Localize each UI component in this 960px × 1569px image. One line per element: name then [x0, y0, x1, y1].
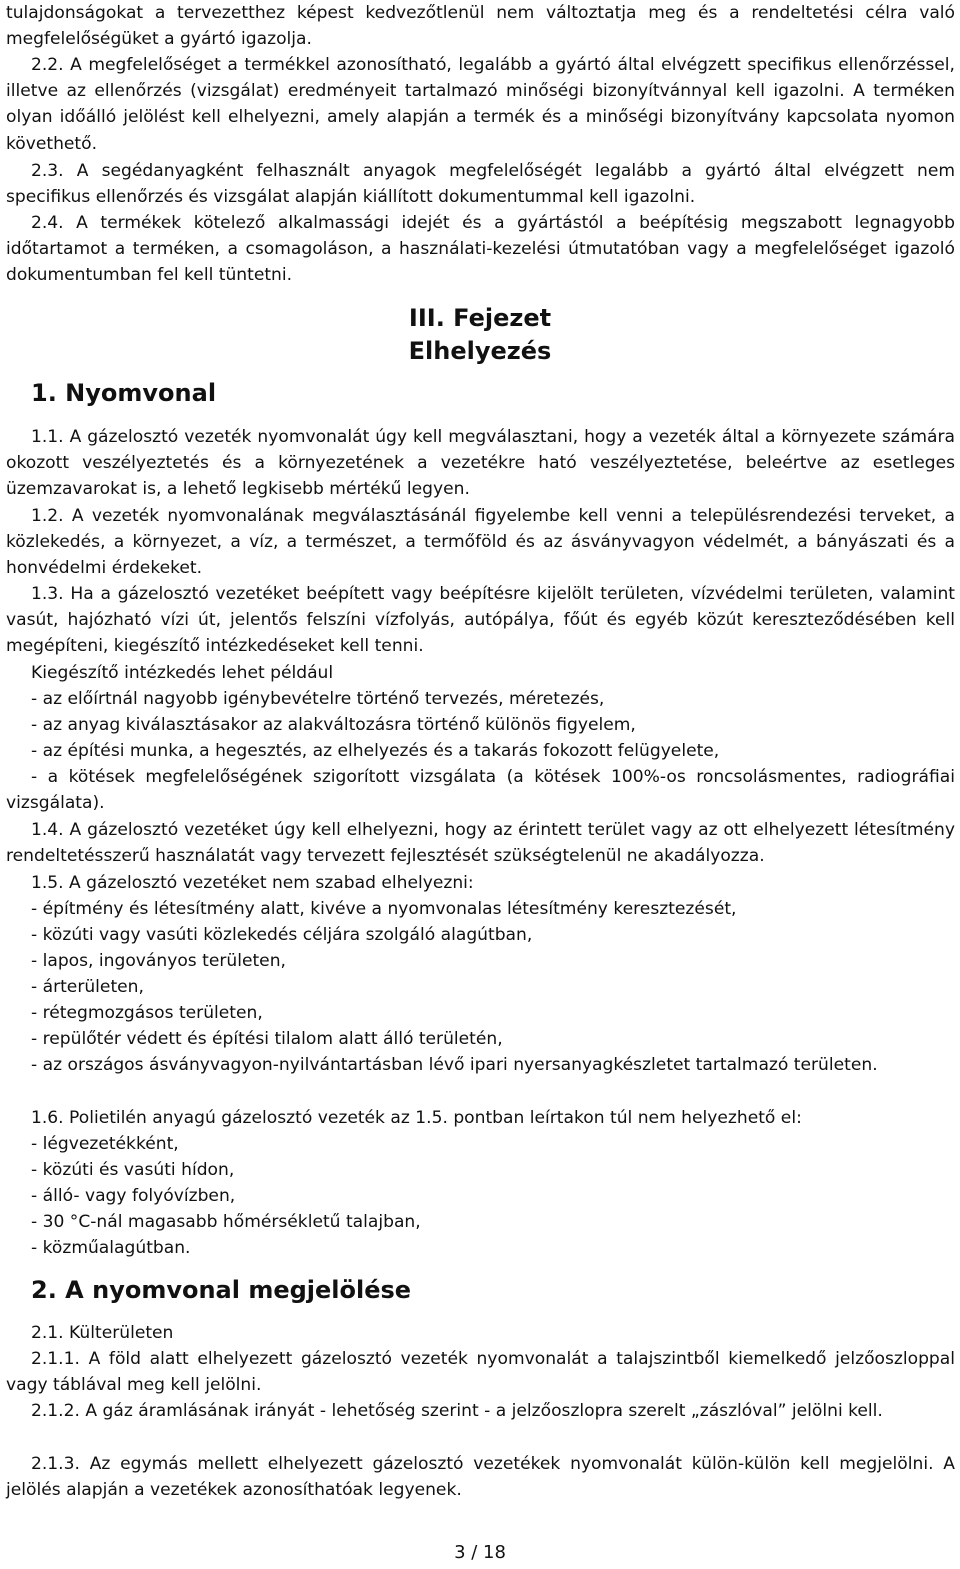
paragraph-1-4: 1.4. A gázelosztó vezetéket úgy kell elhelyezni, hogy az érintett terület vagy az ott elhelyezett létesítmény rendeltetésszerű használatát vagy tervezett fejlesztését szükségtelenül ne akadályozza.	[6, 820, 955, 867]
list-item: - az országos ásványvagyon-nyilvántartásban lévő ipari nyersanyagkészletet tartalmazó területen.	[31, 1055, 878, 1075]
paragraph-1-3: 1.3. Ha a gázelosztó vezetéket beépített vagy beépítésre kijelölt területen, vízvédelmi területen, valamint vasút, hajózható vízi út, jelentős felszíni vízfolyás, autópálya, főút és egyéb közút kereszteződésében kell megépíteni, kiegészítő intézkedéseket kell tenni.	[6, 584, 955, 657]
list-item: - közműalagútban.	[31, 1238, 191, 1258]
chapter-number: III. Fejezet	[408, 304, 552, 332]
paragraph-2-1-1: 2.1.1. A föld alatt elhelyezett gázelosztó vezeték nyomvonalát a talajszintből kiemelkedő jelzőoszloppal vagy táblával meg kell jelölni.	[6, 1349, 955, 1396]
paragraph-1-6: 1.6. Polietilén anyagú gázelosztó vezeték az 1.5. pontban leírtakon túl nem helyezhető el:	[31, 1108, 802, 1128]
paragraph-intro: tulajdonságokat a tervezetthez képest kedvezőtlenül nem változtatja meg és a rendeltetési célra való megfelelőségüket a gyártó igazolja.	[6, 3, 955, 50]
paragraph-1-1: 1.1. A gázelosztó vezeték nyomvonalát úgy kell megválasztani, hogy a vezeték által a környezete számára okozott veszélyeztetés és a környezetének a vezetékre ható veszélyeztetése, beleértve az esetleges üzemzavarokat is, a lehető legkisebb mértékű legyen.	[6, 427, 955, 500]
chapter-title: Elhelyezés	[408, 337, 552, 365]
section-2-title: 2. A nyomvonal megjelölése	[31, 1276, 412, 1304]
paragraph-2-4: 2.4. A termékek kötelező alkalmassági idejét és a gyártástól a beépítésig megszabott legnagyobb időtartamot a terméken, a csomagoláson, a használati-kezelési útmutatóban vagy a megfelelőséget igazoló dokumentumban fel kell tüntetni.	[6, 213, 955, 286]
paragraph-2-3: 2.3. A segédanyagként felhasznált anyagok megfelelőségét legalább a gyártó által elvégzett nem specifikus ellenőrzés és vizsgálat alapján kiállított dokumentummal kell igazolni.	[6, 161, 955, 208]
section-1-title: 1. Nyomvonal	[31, 379, 217, 407]
list-item: - rétegmozgásos területen,	[31, 1003, 263, 1023]
list-item: - az építési munka, a hegesztés, az elhelyezés és a takarás fokozott felügyelete,	[31, 741, 720, 761]
list-item: - lapos, ingoványos területen,	[31, 951, 286, 971]
paragraph-2-1-2: 2.1.2. A gáz áramlásának irányát - lehetőség szerint - a jelzőoszlopra szerelt „zászlóval” jelölni kell.	[31, 1401, 883, 1421]
list-item: - az anyag kiválasztásakor az alakváltozásra történő különös figyelem,	[31, 715, 636, 735]
list-item: - a kötések megfelelőségének szigorított vizsgálata (a kötések 100%-os roncsolásmentes, radiográfiai vizsgálata).	[6, 767, 955, 814]
paragraph-1-2: 1.2. A vezeték nyomvonalának megválasztásánál figyelembe kell venni a településrendezési terveket, a közlekedés, a környezet, a víz, a természet, a termőföld és az ásványvagyon védelmét, a bányászati és a honvédelmi érdekeket.	[6, 506, 955, 579]
list-item: - légvezetékként,	[31, 1134, 179, 1154]
list-item: - az előírtnál nagyobb igénybevételre történő tervezés, méretezés,	[31, 689, 605, 709]
list-item: - építmény és létesítmény alatt, kivéve a nyomvonalas létesítmény keresztezését,	[31, 899, 737, 919]
list-item: - repülőtér védett és építési tilalom alatt álló területén,	[31, 1029, 503, 1049]
list-item: - árterületen,	[31, 977, 144, 997]
paragraph-2-1: 2.1. Külterületen	[31, 1323, 174, 1343]
list-item: - közúti vagy vasúti közlekedés céljára szolgáló alagútban,	[31, 925, 533, 945]
paragraph-2-2: 2.2. A megfelelőséget a termékkel azonosítható, legalább a gyártó által elvégzett specifikus ellenőrzéssel, illetve az ellenőrzés (vizsgálat) eredményeit tartalmazó minőségi bizonyítvánnyal kell igazolni. A terméken olyan időálló jelölést kell elhelyezni, amely alapján a termék és a minőségi bizonyítvány kapcsolata nyomon követhető.	[6, 55, 955, 154]
paragraph-2-1-3: 2.1.3. Az egymás mellett elhelyezett gázelosztó vezetékek nyomvonalát külön-külön kell megjelölni. A jelölés alapján a vezetékek azonosíthatóak legyenek.	[6, 1454, 955, 1501]
list-item: - álló- vagy folyóvízben,	[31, 1186, 236, 1206]
chapter-heading	[0, 302, 960, 368]
paragraph-1-5: 1.5. A gázelosztó vezetéket nem szabad elhelyezni:	[31, 873, 474, 893]
list-intro: Kiegészítő intézkedés lehet például	[31, 663, 334, 683]
list-item: - közúti és vasúti hídon,	[31, 1160, 235, 1180]
list-item: - 30 °C-nál magasabb hőmérsékletű talajban,	[31, 1212, 421, 1232]
page-number: 3 / 18	[454, 1542, 506, 1563]
